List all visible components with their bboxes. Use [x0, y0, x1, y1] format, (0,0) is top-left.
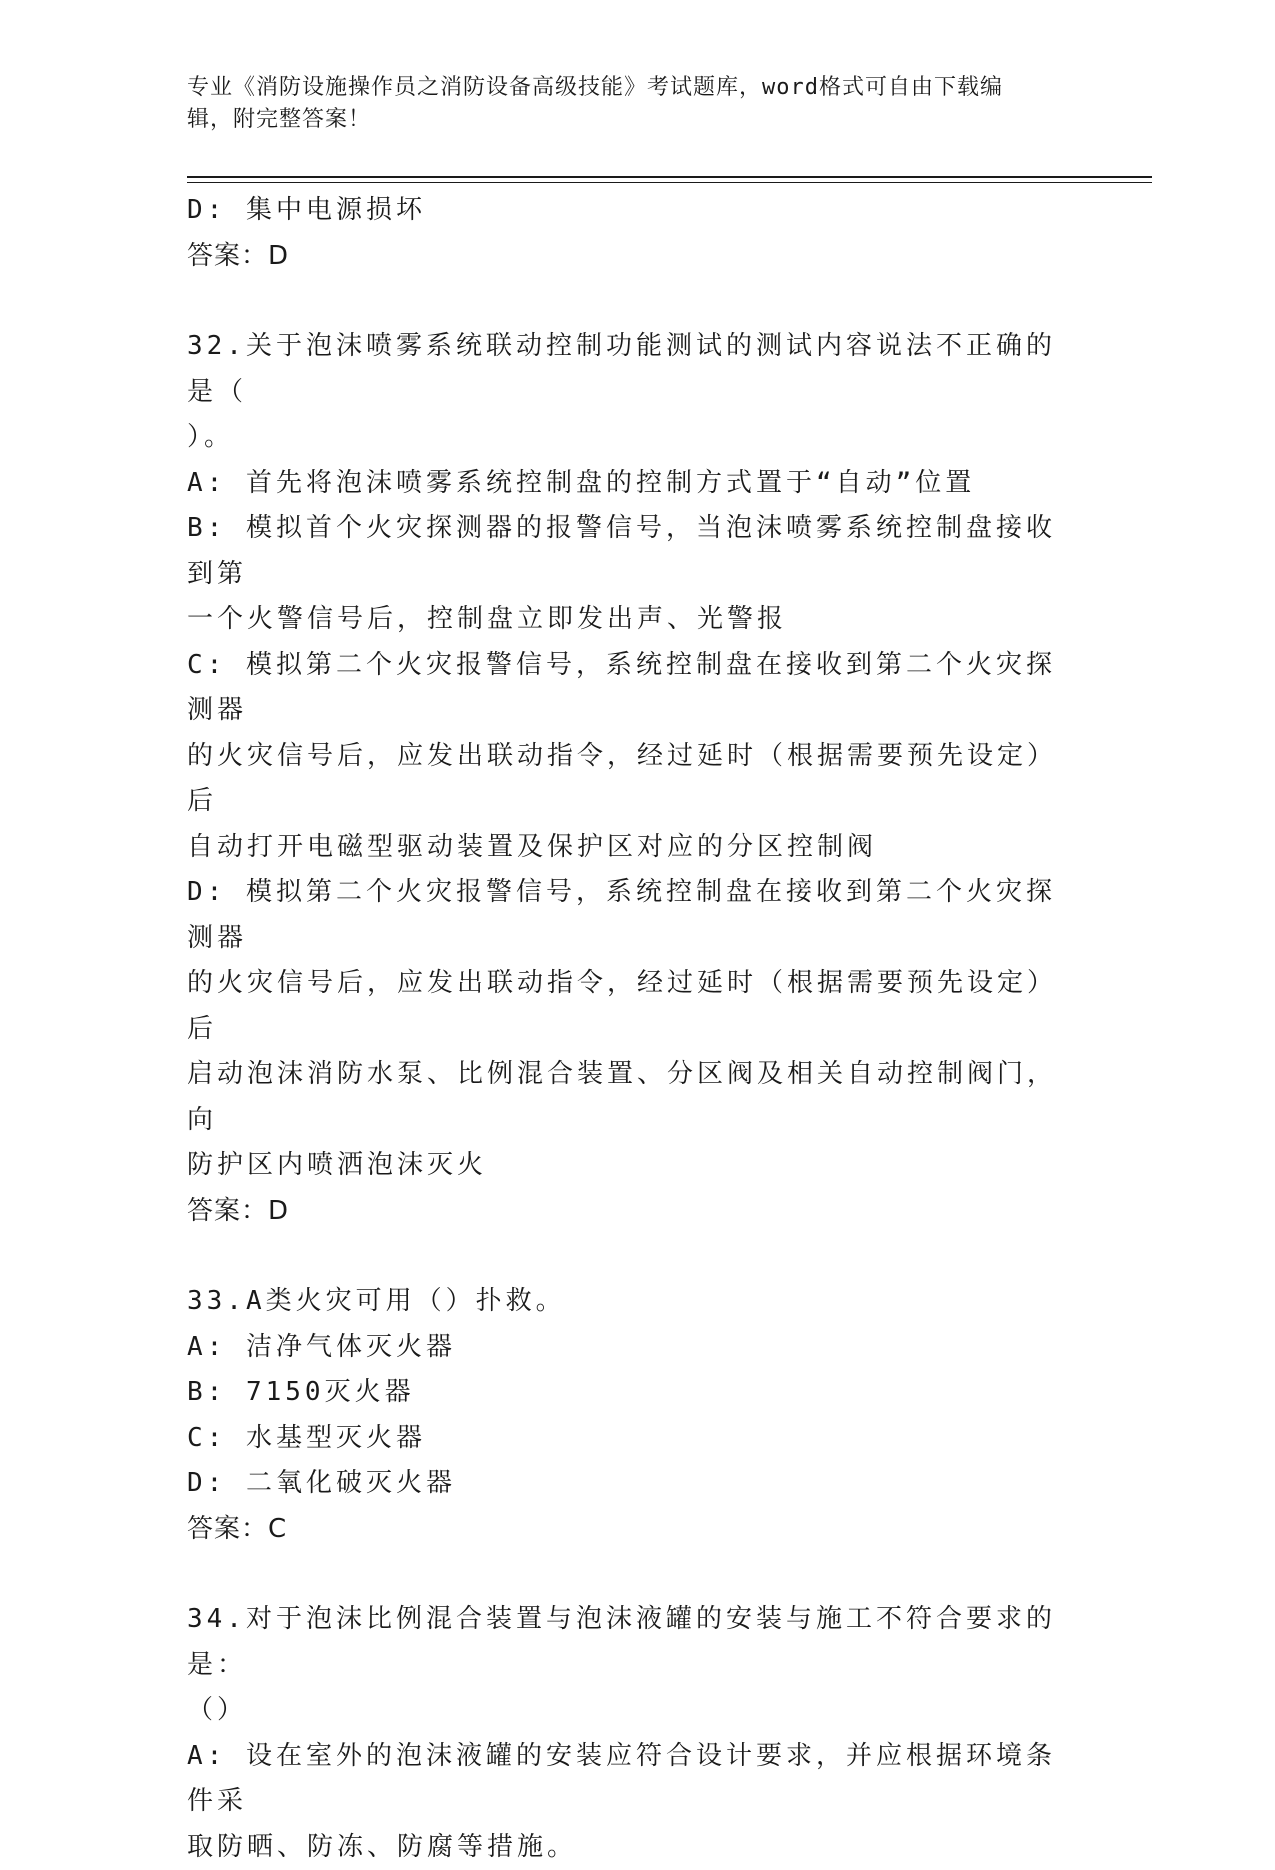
- option-a: A: 首先将泡沫喷雾系统控制盘的控制方式置于“自动”位置: [187, 461, 1082, 507]
- header-line: 辑，附完整答案！: [187, 104, 1067, 136]
- question-stem: 34.对于泡沫比例混合装置与泡沫液罐的安装与施工不符合要求的是：: [187, 1597, 1082, 1688]
- option-c: C: 水基型灭火器: [187, 1416, 1082, 1462]
- option-d: D: 集中电源损坏: [187, 188, 1082, 234]
- option-b: 一个火警信号后，控制盘立即发出声、光警报: [187, 597, 1082, 643]
- option-d: 防护区内喷洒泡沫灭火: [187, 1143, 1082, 1189]
- document-header: [187, 72, 1067, 136]
- question-content: [187, 188, 1082, 1870]
- question-stem: ）。: [187, 415, 1082, 461]
- option-a: 取防晒、防冻、防腐等措施。: [187, 1825, 1082, 1870]
- option-c: 的火灾信号后，应发出联动指令，经过延时（根据需要预先设定）后: [187, 734, 1082, 825]
- question-stem: 32.关于泡沫喷雾系统联动控制功能测试的测试内容说法不正确的是（: [187, 324, 1082, 415]
- question-33: [187, 1279, 1082, 1552]
- option-c: C: 模拟第二个火灾报警信号，系统控制盘在接收到第二个火灾探测器: [187, 643, 1082, 734]
- question-34: [187, 1597, 1082, 1870]
- question-32: [187, 324, 1082, 1234]
- option-a: A: 设在室外的泡沫液罐的安装应符合设计要求，并应根据环境条件采: [187, 1734, 1082, 1825]
- option-d: 启动泡沫消防水泵、比例混合装置、分区阀及相关自动控制阀门，向: [187, 1052, 1082, 1143]
- answer: 答案：D: [187, 1189, 1082, 1235]
- question-stem: （）: [187, 1688, 1082, 1734]
- option-b: B: 模拟首个火灾探测器的报警信号，当泡沫喷雾系统控制盘接收到第: [187, 506, 1082, 597]
- answer: 答案：C: [187, 1507, 1082, 1553]
- question-stem: 33.A类火灾可用（）扑救。: [187, 1279, 1082, 1325]
- header-rule-thin: [187, 182, 1152, 183]
- option-d: 的火灾信号后，应发出联动指令，经过延时（根据需要预先设定）后: [187, 961, 1082, 1052]
- option-c: 自动打开电磁型驱动装置及保护区对应的分区控制阀: [187, 825, 1082, 871]
- option-d: D: 模拟第二个火灾报警信号，系统控制盘在接收到第二个火灾探测器: [187, 870, 1082, 961]
- header-line: 专业《消防设施操作员之消防设备高级技能》考试题库，word格式可自由下载编: [187, 72, 1067, 104]
- option-d: D: 二氧化破灭火器: [187, 1461, 1082, 1507]
- answer: 答案：D: [187, 234, 1082, 280]
- option-a: A: 洁净气体灭火器: [187, 1325, 1082, 1371]
- question-31: [187, 188, 1082, 279]
- header-rule: [187, 176, 1152, 178]
- option-b: B: 7150灭火器: [187, 1370, 1082, 1416]
